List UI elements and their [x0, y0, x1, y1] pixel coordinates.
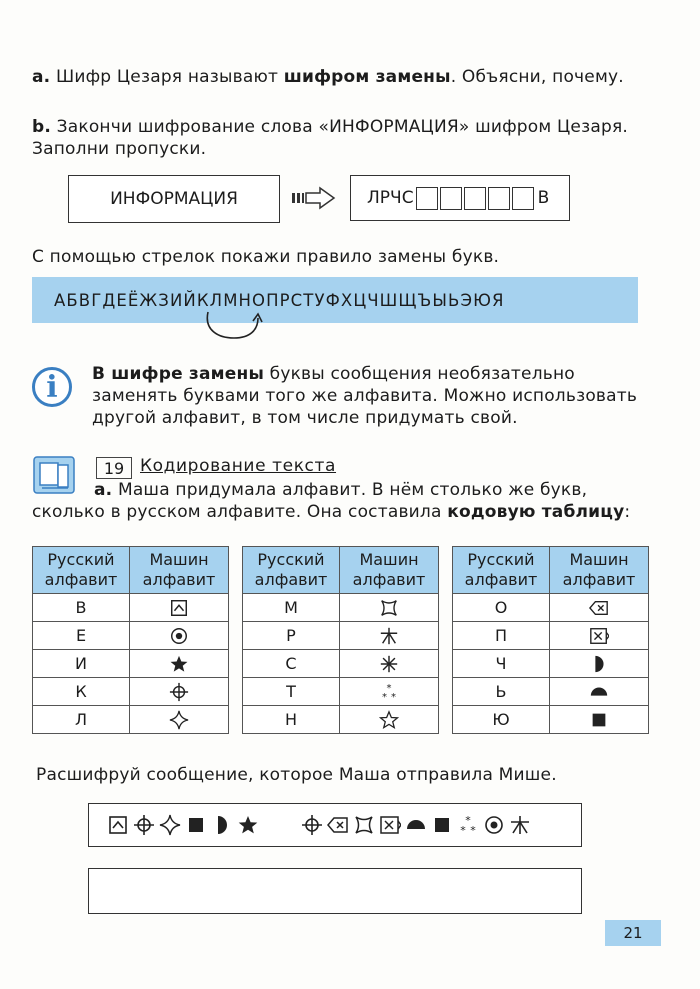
blank-cell[interactable] [488, 187, 510, 210]
backspace-icon [589, 598, 609, 618]
crossed-box-icon [379, 814, 401, 836]
svg-text:*: * [391, 691, 397, 702]
russian-letter: В [33, 594, 130, 622]
table-row [33, 594, 229, 622]
circle-dot-icon [483, 814, 505, 836]
masha-symbol [340, 594, 439, 622]
russian-letter: Ч [453, 650, 550, 678]
blank-cell[interactable] [416, 187, 438, 210]
encoded-suffix: В [537, 188, 550, 208]
table-row [453, 622, 649, 650]
square-chevron-icon [169, 598, 189, 618]
masha-symbol [550, 706, 649, 734]
decode-instruction: Расшифруй сообщение, которое Маша отправила Мише. [36, 765, 557, 785]
concave-square-icon [353, 814, 375, 836]
crosshair-icon [301, 814, 323, 836]
table-row [33, 706, 229, 734]
table-row [243, 622, 439, 650]
filled-square-icon [431, 814, 453, 836]
header-russian: Русский алфавит [33, 547, 130, 594]
russian-letter: Т [243, 678, 340, 706]
three-asterisks-icon [379, 682, 399, 702]
arrows-instruction: С помощью стрелок покажи правило замены букв. [32, 247, 500, 267]
svg-text:*: * [470, 824, 476, 836]
backspace-icon [327, 814, 349, 836]
filled-star-icon [169, 654, 189, 674]
arrow-right-icon [292, 186, 336, 210]
encoded-word-box [350, 175, 570, 221]
russian-letter: Н [243, 706, 340, 734]
blank-cell[interactable] [512, 187, 534, 210]
crosshair-icon [133, 814, 155, 836]
eight-point-asterisk-icon [379, 654, 399, 674]
half-circle-right-icon [211, 814, 233, 836]
exercise-title: Кодирование текста [140, 456, 337, 476]
code-table-2 [242, 546, 439, 734]
table-row [33, 650, 229, 678]
concave-square-icon [379, 598, 399, 618]
masha-symbol [130, 594, 229, 622]
masha-symbol [340, 678, 439, 706]
masha-symbol [550, 622, 649, 650]
info-text: В шифре замены буквы сообщения необязательно заменять буквами того же алфавита. Можно использовать другой алфавит, в том числе придумать свой. [92, 364, 638, 428]
header-masha: Машин алфавит [550, 547, 649, 594]
crosshair-icon [169, 682, 189, 702]
answer-field[interactable] [88, 868, 582, 914]
masha-symbol [340, 706, 439, 734]
header-masha: Машин алфавит [340, 547, 439, 594]
filled-square-icon [185, 814, 207, 836]
header-masha: Машин алфавит [130, 547, 229, 594]
table-row [243, 706, 439, 734]
table-row [453, 650, 649, 678]
crossed-box-icon [589, 626, 609, 646]
sparkle-outline-icon [169, 710, 189, 730]
asterisk-star-icon [509, 814, 531, 836]
masha-symbol [550, 594, 649, 622]
code-table-3 [452, 546, 649, 734]
alphabet-letters: АБВГДЕЁЖЗИЙКЛМНОПРСТУФХЦЧШЩЪЫЬЭЮЯ [54, 290, 505, 310]
table-row [243, 678, 439, 706]
encoded-prefix: ЛРЧС [367, 188, 414, 208]
source-word-box [68, 175, 280, 223]
masha-symbol [340, 622, 439, 650]
blank-cells [414, 187, 534, 210]
russian-letter: С [243, 650, 340, 678]
asterisk-star-icon [379, 626, 399, 646]
three-asterisks-icon [457, 814, 479, 836]
masha-symbol [130, 622, 229, 650]
filled-star-icon [237, 814, 259, 836]
svg-text:*: * [460, 824, 466, 836]
message-word-1 [107, 814, 263, 836]
sparkle-outline-icon [159, 814, 181, 836]
half-circle-top-icon [405, 814, 427, 836]
russian-letter: Л [33, 706, 130, 734]
svg-text:*: * [381, 691, 387, 702]
table-row [243, 650, 439, 678]
info-icon: i [32, 367, 72, 407]
russian-letter: Е [33, 622, 130, 650]
exercise-text: а. Маша придумала алфавит. В нём столько же букв, сколько в русском алфавите. Она составила кодовую таблицу: [32, 480, 631, 522]
masha-symbol [550, 650, 649, 678]
blank-cell[interactable] [464, 187, 486, 210]
circle-dot-icon [169, 626, 189, 646]
russian-letter: М [243, 594, 340, 622]
header-russian: Русский алфавит [453, 547, 550, 594]
table-row [243, 594, 439, 622]
table-row [33, 622, 229, 650]
alphabet-band [32, 277, 638, 323]
task-a: a. Шифр Цезаря называют шифром замены. Объясни, почему. [32, 67, 624, 87]
shift-arrow-icon [200, 308, 266, 342]
svg-text:*: * [465, 814, 471, 827]
table-row [453, 678, 649, 706]
blank-cell[interactable] [440, 187, 462, 210]
russian-letter: Ю [453, 706, 550, 734]
russian-letter: И [33, 650, 130, 678]
half-circle-right-icon [589, 654, 609, 674]
russian-letter: Р [243, 622, 340, 650]
russian-letter: О [453, 594, 550, 622]
masha-symbol [340, 650, 439, 678]
svg-text:*: * [386, 682, 392, 694]
masha-symbol [130, 706, 229, 734]
page-number: 21 [605, 920, 661, 946]
square-chevron-icon [107, 814, 129, 836]
russian-letter: К [33, 678, 130, 706]
table-row [453, 706, 649, 734]
message-word-2 [301, 814, 535, 836]
russian-letter: П [453, 622, 550, 650]
header-russian: Русский алфавит [243, 547, 340, 594]
russian-letter: Ь [453, 678, 550, 706]
task-b: b. Закончи шифрование слова «ИНФОРМАЦИЯ» шифром Цезаря. Заполни пропуски. [32, 117, 628, 159]
code-table-1 [32, 546, 229, 734]
masha-symbol [130, 650, 229, 678]
masha-symbol [550, 678, 649, 706]
masha-symbol [130, 678, 229, 706]
filled-square-icon [589, 710, 609, 730]
source-word: ИНФОРМАЦИЯ [110, 189, 238, 209]
exercise-number: 19 [96, 457, 132, 479]
encoded-message-box [88, 803, 582, 847]
half-circle-top-icon [589, 682, 609, 702]
table-row [453, 594, 649, 622]
outline-star-icon [379, 710, 399, 730]
table-row [33, 678, 229, 706]
